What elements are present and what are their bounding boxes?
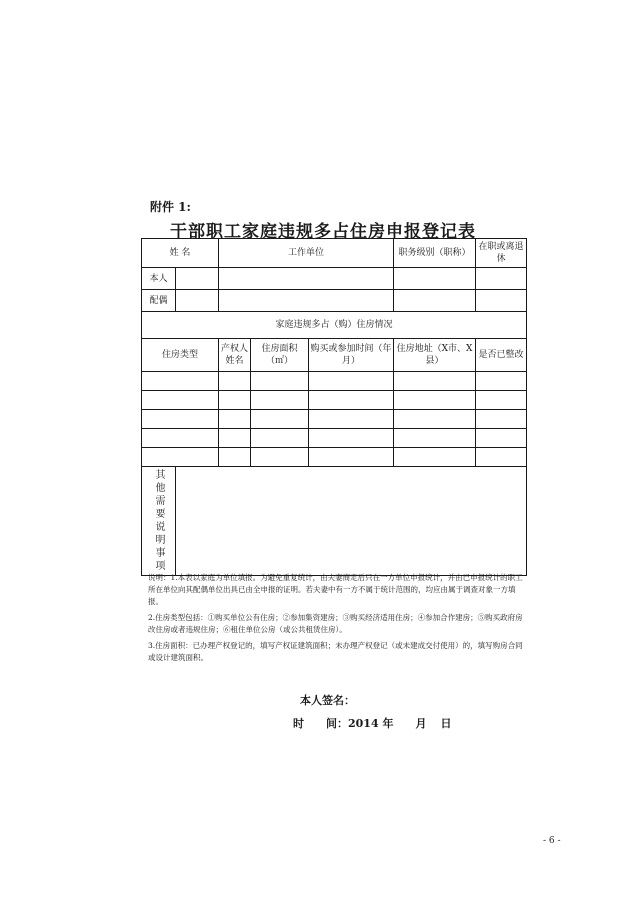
attachment-label: 附件 1: [150,200,191,214]
owner-header: 产权人姓名 [219,339,251,372]
self-rank-cell[interactable] [394,268,476,290]
spouse-row [142,290,527,312]
registration-form-table [141,238,527,576]
date-label: 时 间： [293,717,348,730]
other-matters-label-cell [142,467,176,576]
date-day: 日 [440,717,452,730]
address-cell[interactable] [394,410,476,429]
housing-columns-row [142,339,527,372]
time-cell[interactable] [309,429,394,448]
address-header: 住房地址（X市、X县） [394,339,476,372]
area-header: 住房面积（㎡） [251,339,309,372]
rank-header: 职务级别（职称） [394,239,476,268]
owner-cell[interactable] [219,372,251,391]
housing-type-cell[interactable] [142,372,219,391]
date-line [293,715,451,731]
signature-label: 本人签名： [300,694,355,707]
page-number: - 6 - [543,836,561,846]
housing-data-row [142,448,527,467]
self-status-cell[interactable] [476,268,527,290]
area-cell[interactable] [251,391,309,410]
time-cell[interactable] [309,410,394,429]
area-cell[interactable] [251,410,309,429]
header-row [142,239,527,268]
address-cell[interactable] [394,448,476,467]
owner-cell[interactable] [219,429,251,448]
address-cell[interactable] [394,372,476,391]
corrected-cell[interactable] [476,391,527,410]
other-matters-row [142,467,527,576]
form-notes [148,572,528,668]
time-cell[interactable] [309,391,394,410]
housing-section-row [142,312,527,339]
time-cell[interactable] [309,448,394,467]
note-1: 说明：1.本表以家庭为单位填报。为避免重复统计，由夫妻商定后只在一方单位申报统计，并由已申报统计的职工所在单位向其配偶单位出具已由全申报的证明。若夫妻中有一方不属于统计范围的，均应由属于调查对象一方填报。 [148,573,523,606]
address-cell[interactable] [394,429,476,448]
time-cell[interactable] [309,372,394,391]
corrected-cell[interactable] [476,429,527,448]
corrected-cell[interactable] [476,410,527,429]
area-cell[interactable] [251,372,309,391]
time-header: 购买或参加时间（年月） [309,339,394,372]
note-3: 3.住房面积：已办理产权登记的，填写产权证建筑面积；未办理产权登记（或未建成交付使用）的，填写购房合同或设计建筑面积。 [148,641,523,662]
housing-data-row [142,372,527,391]
housing-data-row [142,391,527,410]
area-cell[interactable] [251,448,309,467]
other-matters-label: 其他需要说明事项 [153,469,164,573]
corrected-header: 是否已整改 [476,339,527,372]
date-month: 月 [415,717,427,730]
corrected-cell[interactable] [476,448,527,467]
corrected-cell[interactable] [476,372,527,391]
spouse-name-cell[interactable] [176,290,219,312]
owner-cell[interactable] [219,448,251,467]
housing-type-cell[interactable] [142,448,219,467]
date-year: 2014 年 [348,717,394,730]
note-2: 2.住房类型包括：①购买单位公有住房；②参加集资建房；③购买经济适用住房；④参加合作建房；⑤购买政府房改住房或者违规住房；⑥租住单位公房（或公共租赁住房）。 [148,613,523,634]
housing-type-cell[interactable] [142,429,219,448]
housing-data-row [142,410,527,429]
area-cell[interactable] [251,429,309,448]
spouse-status-cell[interactable] [476,290,527,312]
work-unit-header: 工作单位 [219,239,394,268]
housing-type-cell[interactable] [142,391,219,410]
owner-cell[interactable] [219,391,251,410]
other-matters-cell[interactable] [176,467,527,576]
housing-type-cell[interactable] [142,410,219,429]
self-name-cell[interactable] [176,268,219,290]
spouse-rank-cell[interactable] [394,290,476,312]
name-header: 姓 名 [142,239,219,268]
self-label: 本人 [142,268,176,290]
status-header: 在职或离退休 [476,239,527,268]
housing-section-title: 家庭违规多占（购）住房情况 [142,312,527,339]
spouse-work-unit-cell[interactable] [219,290,394,312]
housing-data-row [142,429,527,448]
housing-type-header: 住房类型 [142,339,219,372]
self-row [142,268,527,290]
address-cell[interactable] [394,391,476,410]
owner-cell[interactable] [219,410,251,429]
self-work-unit-cell[interactable] [219,268,394,290]
form-title: 干部职工家庭违规多占住房申报登记表 [170,222,476,242]
spouse-label: 配偶 [142,290,176,312]
